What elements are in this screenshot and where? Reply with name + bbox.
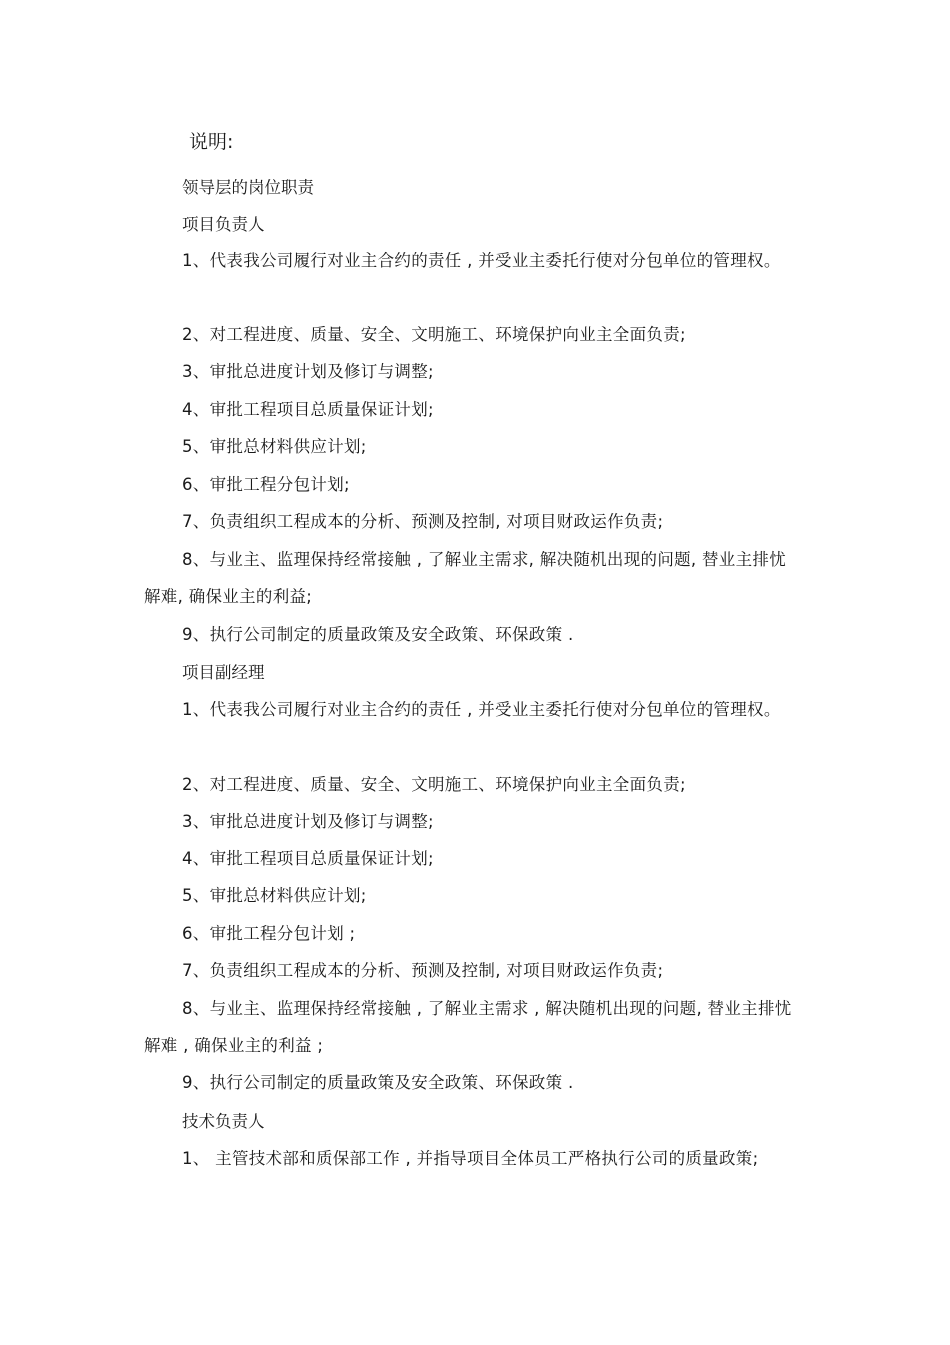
section-heading: 领导层的岗位职责: [182, 178, 314, 197]
list-item: 5、审批总材料供应计划;: [182, 437, 367, 456]
list-item: 7、负责组织工程成本的分析、预测及控制, 对项目财政运作负责;: [182, 512, 664, 531]
role-heading-technical-leader: 技术负责人: [182, 1112, 265, 1131]
list-item: 8、与业主、监理保持经常接触 , 了解业主需求 , 解决随机出现的问题, 替业主排忧解难 , 确保业主的利益 ;: [144, 999, 792, 1055]
list-item: 1、 主管技术部和质保部工作 , 并指导项目全体员工严格执行公司的质量政策;: [182, 1149, 759, 1168]
list-item: 4、审批工程项目总质量保证计划;: [182, 400, 434, 419]
list-item: 9、执行公司制定的质量政策及安全政策、环保政策 .: [182, 625, 574, 644]
list-item: 7、负责组织工程成本的分析、预测及控制, 对项目财政运作负责;: [182, 961, 664, 980]
role-heading-project-leader: 项目负责人: [182, 215, 265, 234]
page-title: 说明:: [189, 131, 234, 153]
list-item: 2、对工程进度、质量、安全、文明施工、环境保护向业主全面负责;: [182, 325, 686, 344]
list-item: 3、审批总进度计划及修订与调整;: [182, 362, 434, 381]
list-item: 8、与业主、监理保持经常接触 , 了解业主需求, 解决随机出现的问题, 替业主排忧解难, 确保业主的利益;: [144, 550, 787, 606]
list-item: 3、审批总进度计划及修订与调整;: [182, 812, 434, 831]
list-item: 2、对工程进度、质量、安全、文明施工、环境保护向业主全面负责;: [182, 775, 686, 794]
list-item: 1、代表我公司履行对业主合约的责任 , 并受业主委托行使对分包单位的管理权。: [182, 700, 781, 719]
list-item: 1、代表我公司履行对业主合约的责任 , 并受业主委托行使对分包单位的管理权。: [182, 251, 781, 270]
list-item: 5、审批总材料供应计划;: [182, 886, 367, 905]
list-item: 9、执行公司制定的质量政策及安全政策、环保政策 .: [182, 1073, 574, 1092]
role-heading-deputy-manager: 项目副经理: [182, 663, 265, 682]
list-item: 6、审批工程分包计划 ;: [182, 924, 356, 943]
list-item: 6、审批工程分包计划;: [182, 475, 350, 494]
list-item: 4、审批工程项目总质量保证计划;: [182, 849, 434, 868]
